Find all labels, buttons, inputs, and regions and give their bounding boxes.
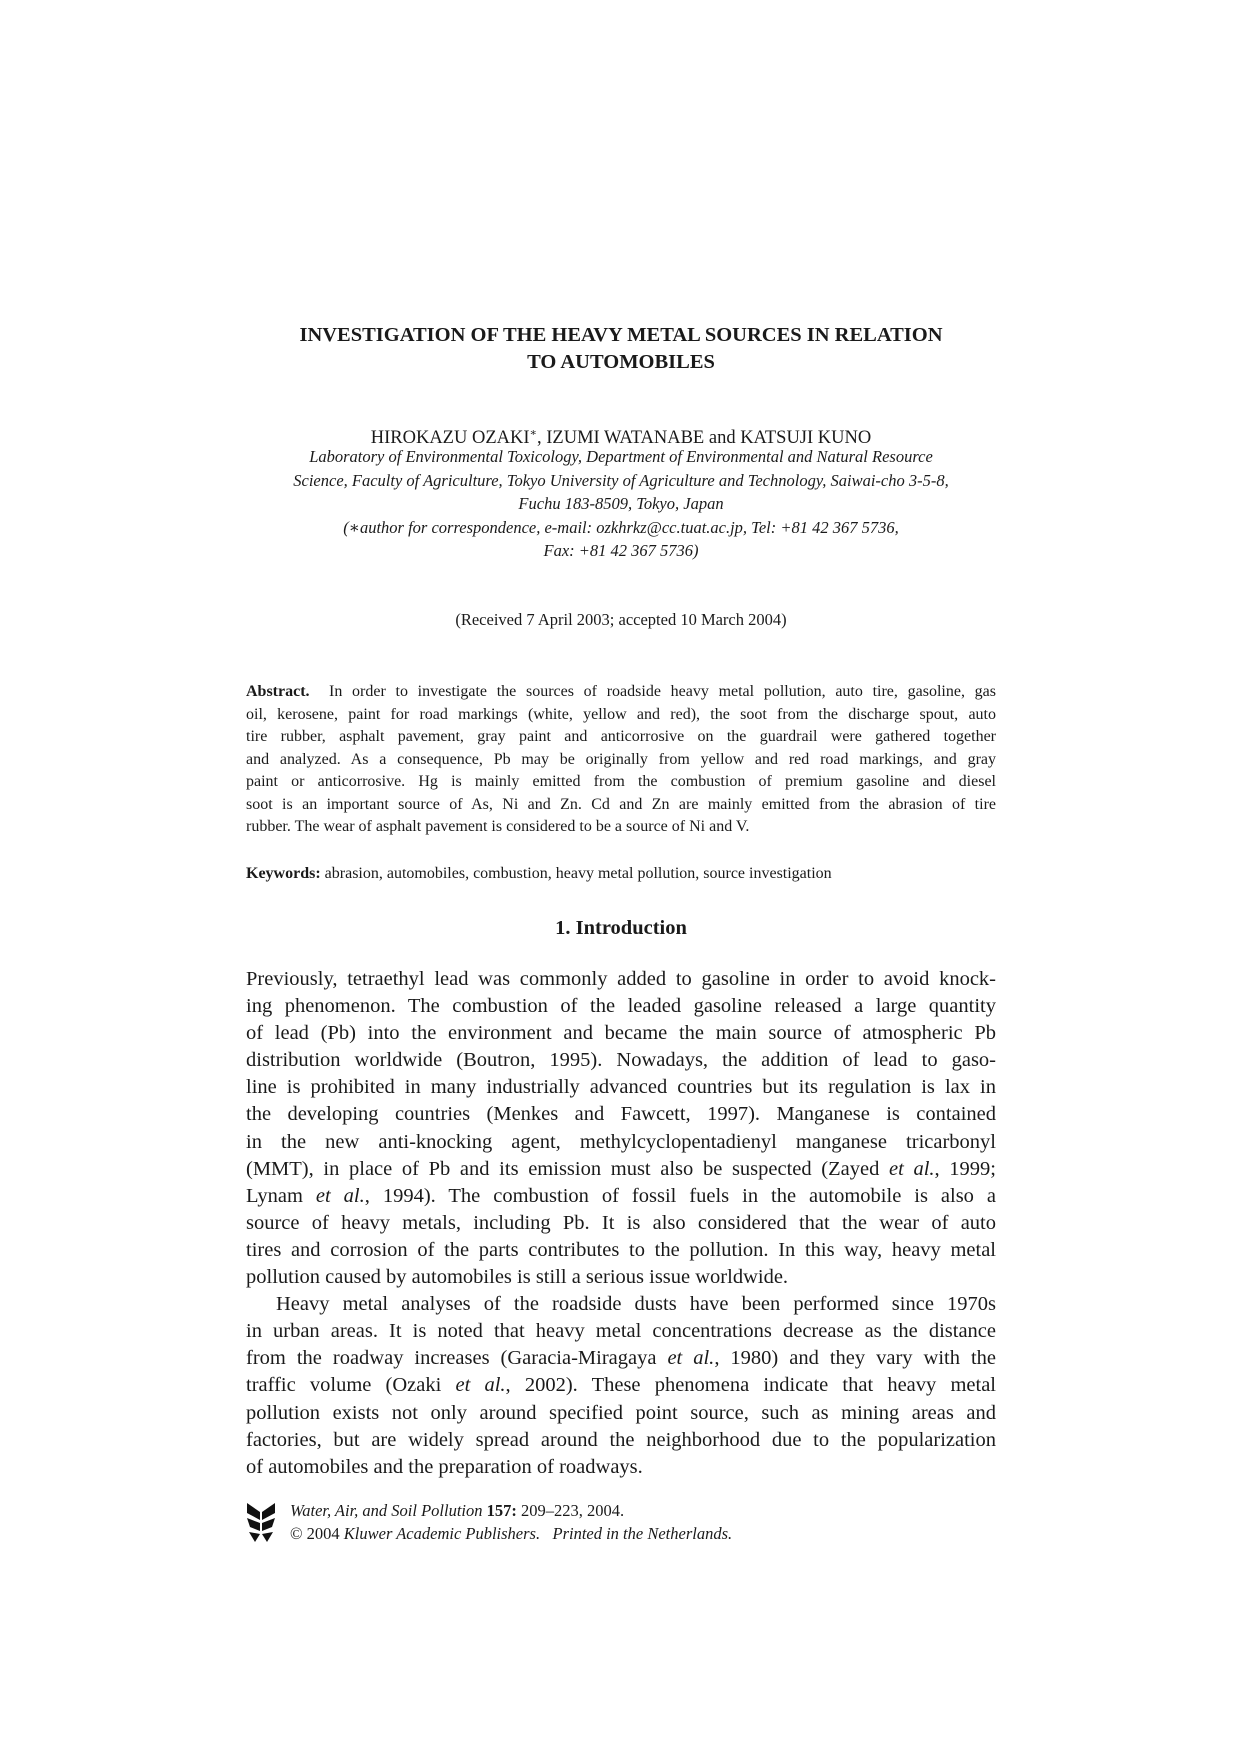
citation-etal: et al. <box>315 1184 365 1207</box>
keywords <box>246 863 996 885</box>
copyright-line <box>290 1522 732 1545</box>
journal-name: Water, Air, and Soil Pollution <box>290 1501 483 1520</box>
abstract-line: rubber. The wear of asphalt pavement is considered to be a source of Ni and V. <box>246 818 750 835</box>
author-rest: , IZUMI WATANABE and KATSUJI KUNO <box>537 428 872 449</box>
keywords-label: Keywords: <box>246 865 321 882</box>
citation-etal: et al. <box>667 1347 715 1370</box>
affiliation-block <box>246 445 996 563</box>
affiliation-line: Fuchu 183-8509, Tokyo, Japan <box>518 494 724 513</box>
citation-block <box>290 1499 732 1545</box>
keywords-text: abrasion, automobiles, combustion, heavy metal pollution, source investigation <box>324 865 832 882</box>
paper-title-line-2: TO AUTOMOBILES <box>527 351 715 373</box>
abstract-line: oil, kerosene, paint for road markings (white, yellow and red), the soot from the discharge spout, auto <box>246 705 996 723</box>
abstract-line: paint or anticorrosive. Hg is mainly emitted from the combustion of premium gasoline and diesel <box>246 773 996 790</box>
body-line: Lynam et al., 1994). The combustion of fossil fuels in the automobile is also a <box>246 1184 996 1207</box>
journal-pages: 209–223, 2004. <box>521 1501 625 1520</box>
body-line: traffic volume (Ozaki et al., 2002). These phenomena indicate that heavy metal <box>246 1374 996 1397</box>
correspondence-line: (∗author for correspondence, e-mail: ozkhrkz@cc.tuat.ac.jp, Tel: +81 42 367 5736, <box>343 517 899 537</box>
citation-etal: et al. <box>889 1157 935 1180</box>
body-line: the developing countries (Menkes and Fawcett, 1997). Manganese is contained <box>246 1103 996 1126</box>
body-line: distribution worldwide (Boutron, 1995). Nowadays, the addition of lead to gaso- <box>246 1049 996 1072</box>
body-line: Previously, tetraethyl lead was commonly added to gasoline in order to avoid knock- <box>246 968 996 990</box>
body-line: (MMT), in place of Pb and its emission must also be suspected (Zayed et al., 1999; <box>246 1157 997 1180</box>
citation-etal: et al. <box>455 1374 506 1397</box>
body-line: of automobiles and the preparation of roadways. <box>246 1455 643 1478</box>
body-line: tires and corrosion of the parts contributes to the pollution. In this way, heavy metal <box>246 1238 996 1261</box>
affiliation-line: Science, Faculty of Agriculture, Tokyo University of Agriculture and Technology, Saiwai-cho 3-5-8, <box>293 470 949 490</box>
affiliation-line: Laboratory of Environmental Toxicology, Department of Environmental and Natural Resource <box>309 447 933 466</box>
publisher-name: Kluwer Academic Publishers. <box>343 1524 541 1543</box>
introduction-body <box>246 966 996 1481</box>
body-line: ing phenomenon. The combustion of the leaded gasoline released a large quantity <box>246 995 996 1018</box>
abstract-line: and analyzed. As a consequence, Pb may be originally from yellow and red road markings, and gray <box>246 750 996 768</box>
abstract-line: Abstract. In order to investigate the sources of roadside heavy metal pollution, auto tire, gasoline, gas <box>246 683 996 700</box>
publisher-logo-icon <box>246 1501 276 1543</box>
abstract-label: Abstract. <box>246 683 310 700</box>
body-line: of lead (Pb) into the environment and became the main source of atmospheric Pb <box>246 1022 996 1045</box>
paper-title-line-1: INVESTIGATION OF THE HEAVY METAL SOURCES IN RELATION <box>299 324 943 346</box>
correspondence-line: Fax: +81 42 367 5736) <box>543 541 699 560</box>
body-line: in the new anti-knocking agent, methylcyclopentadienyl manganese tricarbonyl <box>246 1130 996 1153</box>
body-line: source of heavy metals, including Pb. It is also considered that the wear of auto <box>246 1211 996 1234</box>
body-line: from the roadway increases (Garacia-Miragaya et al., 1980) and they vary with the <box>246 1347 996 1370</box>
paper-title <box>246 322 996 376</box>
citation-line <box>290 1499 732 1522</box>
copyright: © 2004 <box>290 1524 340 1543</box>
received-dates: (Received 7 April 2003; accepted 10 March 2004) <box>455 610 787 629</box>
correspondence-asterisk: ∗ <box>529 427 537 439</box>
abstract-line: soot is an important source of As, Ni and Zn. Cd and Zn are mainly emitted from the abrasion of tire <box>246 795 996 813</box>
body-line: line is prohibited in many industrially advanced countries but its regulation is lax in <box>246 1076 996 1099</box>
journal-footer <box>246 1499 996 1549</box>
body-line: Heavy metal analyses of the roadside dusts have been performed since 1970s <box>276 1293 996 1316</box>
author-first: HIROKAZU OZAKI <box>370 428 530 449</box>
body-line: in urban areas. It is noted that heavy metal concentrations decrease as the distance <box>246 1320 996 1343</box>
body-line: pollution exists not only around specified point source, such as mining areas and <box>246 1401 996 1424</box>
body-line: factories, but are widely spread around the neighborhood due to the popularization <box>246 1428 996 1451</box>
printed-location: Printed in the Netherlands. <box>552 1524 733 1543</box>
abstract <box>246 681 996 839</box>
journal-volume: 157: <box>486 1501 517 1520</box>
section-heading-introduction: 1. Introduction <box>555 917 687 939</box>
abstract-line: tire rubber, asphalt pavement, gray paint and anticorrosive on the guardrail were gathered together <box>246 728 996 745</box>
body-line: pollution caused by automobiles is still a serious issue worldwide. <box>246 1266 789 1289</box>
